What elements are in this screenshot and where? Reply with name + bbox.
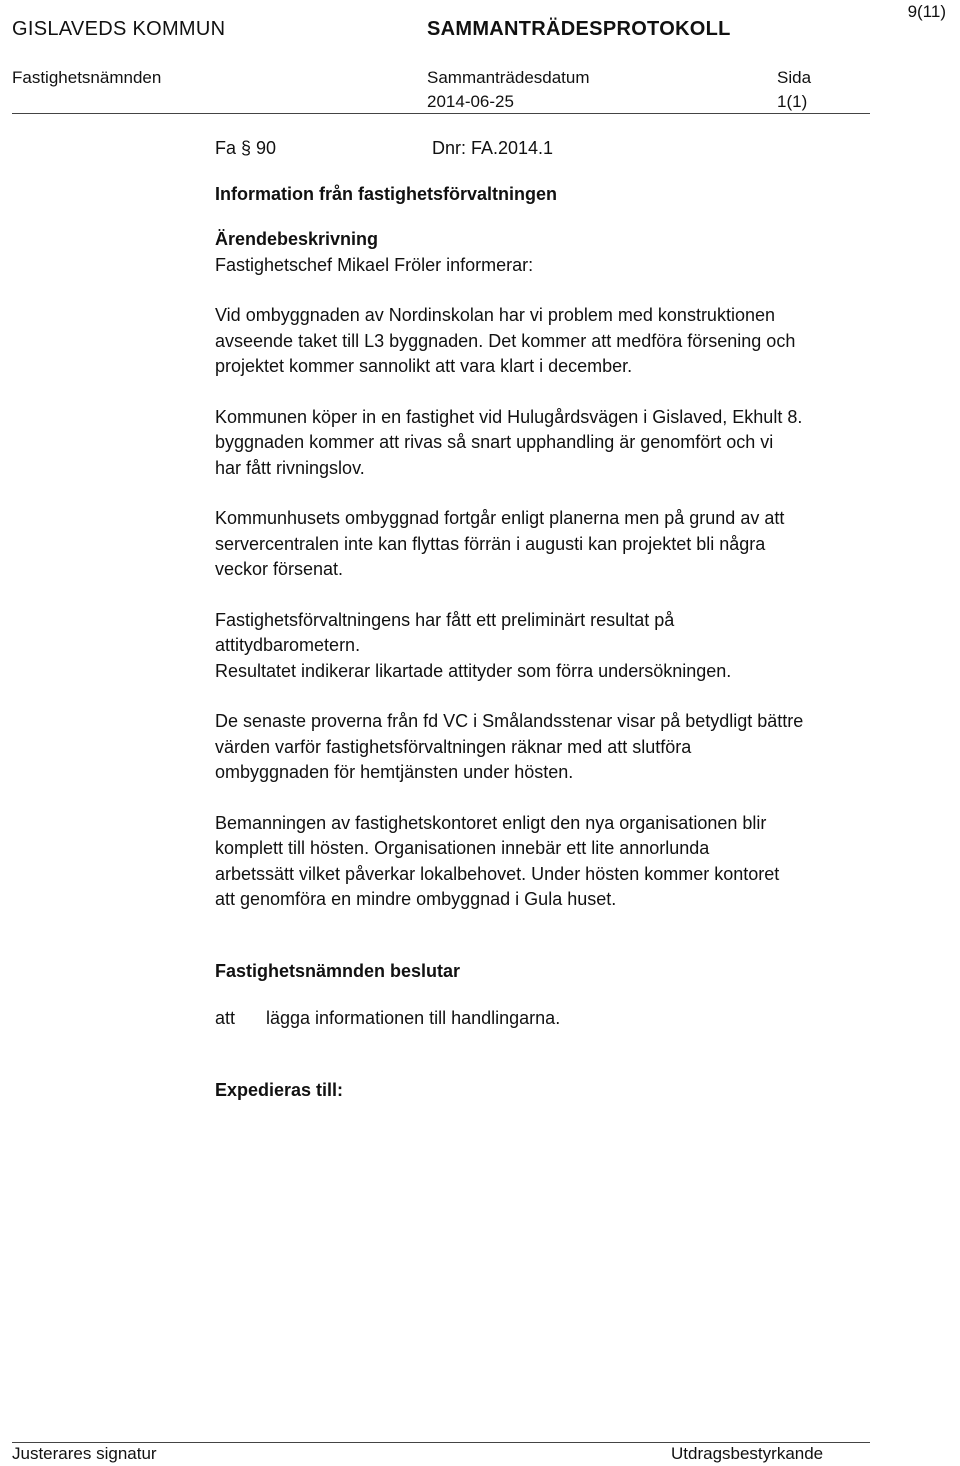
certification-label: Utdragsbestyrkande [671, 1444, 824, 1463]
intro-line: Fastighetschef Mikael Fröler informerar: [215, 254, 534, 275]
footer-divider [12, 1442, 870, 1443]
paragraph-id: Fa § 90 [215, 138, 277, 158]
page-value: 1(1) [777, 92, 808, 111]
distribution-heading: Expedieras till: [215, 1079, 344, 1100]
document-type: SAMMANTRÄDESPROTOKOLL [427, 18, 731, 40]
meeting-date-label: Sammanträdesdatum [427, 68, 590, 87]
decision-heading: Fastighetsnämnden beslutar [215, 960, 461, 981]
paragraph: Kommunen köper in en fastighet vid Hulugårdsvägen i Gislaved, Ekhult 8. byggnaden kommer att rivas så snart upphandling är genomfört och vi har fått rivningslov. [215, 406, 803, 478]
page-number: 9(11) [907, 2, 946, 21]
page-label: Sida [777, 68, 812, 87]
signature-label: Justerares signatur [12, 1444, 157, 1463]
paragraph: Bemanningen av fastighetskontoret enligt den nya organisationen blir komplett till hösten. Organisationen innebär ett lite annorlunda arbetssätt vilket påverkar lokalbehovet. Under hösten kommer kontoret att genomföra en mindre ombyggnad i Gula huset. [215, 812, 780, 909]
organization-name: GISLAVEDS KOMMUN [12, 18, 226, 40]
decision-att: att [215, 1008, 236, 1028]
paragraph: De senaste proverna från fd VC i Smålandsstenar visar på betydligt bättre värden varför fastighetsförvaltningen räknar med att slutföra ombyggnaden för hemtjänsten under hösten. [215, 711, 804, 782]
subheading: Ärendebeskrivning [215, 229, 379, 249]
paragraph: Kommunhusets ombyggnad fortgår enligt planerna men på grund av att servercentralen inte kan flyttas förrän i augusti kan projektet bli några veckor försenat. [215, 508, 785, 579]
decision-row [215, 1006, 895, 1032]
paragraph: Fastighetsförvaltningens har fått ett preliminärt resultat på attitydbarometern. Resultatet indikerar likartade attityder som förra undersökningen. [215, 609, 732, 681]
dnr: Dnr: FA.2014.1 [432, 138, 554, 158]
header-divider [12, 113, 870, 114]
protocol-body [215, 136, 895, 1103]
board-label: Fastighetsnämnden [12, 68, 162, 87]
meeting-date-value: 2014-06-25 [427, 92, 514, 111]
item-title: Information från fastighetsförvaltningen [215, 183, 558, 204]
decision-text: lägga informationen till handlingarna. [266, 1008, 561, 1028]
reference-row [215, 136, 895, 162]
paragraph: Vid ombyggnaden av Nordinskolan har vi problem med konstruktionen avseende taket till L3 byggnaden. Det kommer att medföra försening och projektet kommer sannolikt att vara klart i december. [215, 305, 796, 376]
